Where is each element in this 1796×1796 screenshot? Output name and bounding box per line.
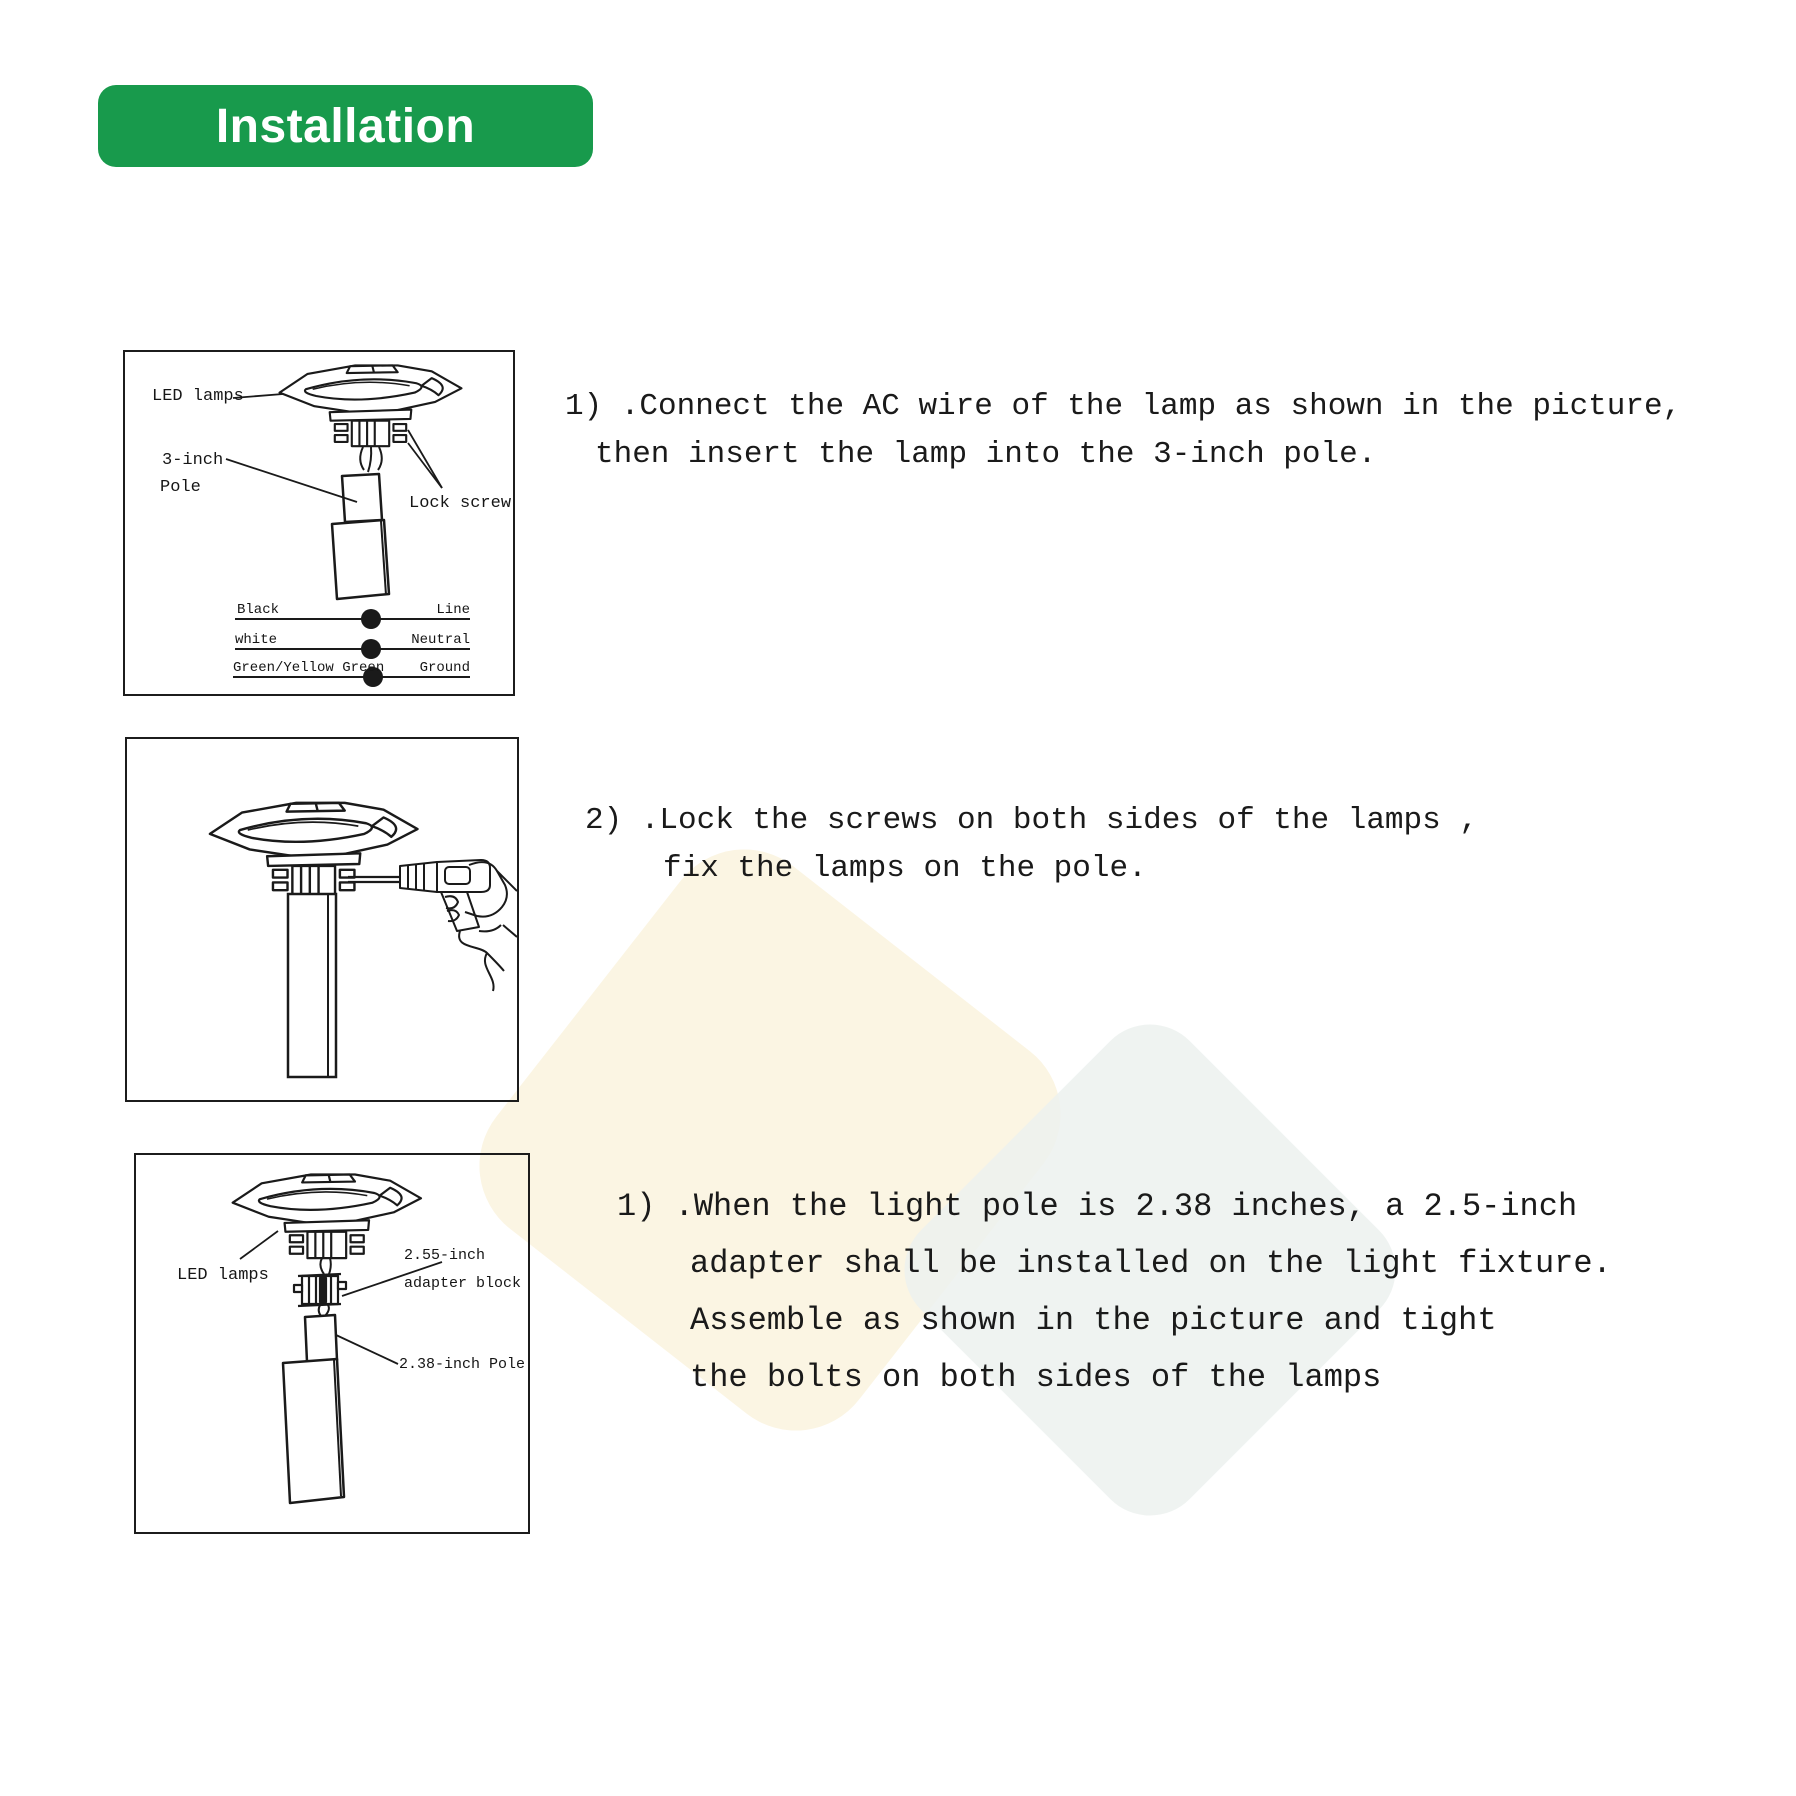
- label-pole-line2: Pole: [160, 478, 201, 497]
- figure-adapter-diagram: [134, 1153, 530, 1534]
- label-led-lamps: LED lamps: [177, 1266, 269, 1285]
- wire-right-0: Line: [436, 602, 470, 618]
- wire-right-1: Neutral: [411, 632, 470, 648]
- screw-locking-figure-svg: [127, 739, 517, 1100]
- wiring-figure-svg: [125, 352, 513, 694]
- label-pole: 2.38-inch Pole: [398, 1356, 525, 1373]
- label-pole-line1: 3-inch: [162, 451, 224, 470]
- step3-line-2: adapter shall be installed on the light fixture.: [690, 1245, 1612, 1282]
- instruction-step-1: [565, 383, 1681, 479]
- wire-left-0: Black: [237, 602, 280, 618]
- label-led-lamps: LED lamps: [152, 387, 244, 406]
- wire-right-2: Ground: [419, 660, 470, 676]
- step1-line-2: then insert the lamp into the 3-inch pole.: [595, 437, 1377, 472]
- step3-line-4: the bolts on both sides of the lamps: [690, 1359, 1382, 1396]
- section-header-badge: [98, 85, 593, 167]
- figure-wiring-diagram: [123, 350, 515, 696]
- pole-drawing: [288, 894, 336, 1077]
- step2-line-2: fix the lamps on the pole.: [663, 851, 1147, 886]
- label-lock-screw: Lock screw: [409, 494, 512, 513]
- instruction-step-3: [617, 1178, 1612, 1406]
- lamp-head-drawing: [280, 365, 462, 446]
- label-adapter-line2: adapter block: [404, 1275, 522, 1292]
- step3-line-3: Assemble as shown in the picture and tight: [690, 1302, 1497, 1339]
- wire-connection-diagram: [233, 602, 470, 687]
- label-adapter-line1: 2.55-inch: [404, 1247, 486, 1264]
- drill-drawing: [348, 860, 517, 991]
- wire-left-2: Green/Yellow Green: [233, 660, 385, 676]
- ac-wires-drawing: [360, 447, 382, 472]
- step3-line-1: 1) .When the light pole is 2.38 inches, a 2.5-inch: [617, 1188, 1578, 1225]
- page-title: Installation: [215, 99, 476, 153]
- figure-screw-locking: [125, 737, 519, 1102]
- step1-line-1: 1) .Connect the AC wire of the lamp as shown in the picture,: [565, 389, 1682, 424]
- pole-drawing: [332, 474, 389, 599]
- instruction-step-2: [585, 797, 1478, 893]
- lamp-head-drawing: [233, 1175, 421, 1259]
- step2-line-1: 2) .Lock the screws on both sides of the lamps ,: [585, 803, 1478, 838]
- wire-left-1: white: [235, 632, 278, 648]
- adapter-block-drawing: [294, 1274, 346, 1306]
- pole-drawing: [283, 1315, 344, 1503]
- adapter-figure-svg: [136, 1155, 528, 1532]
